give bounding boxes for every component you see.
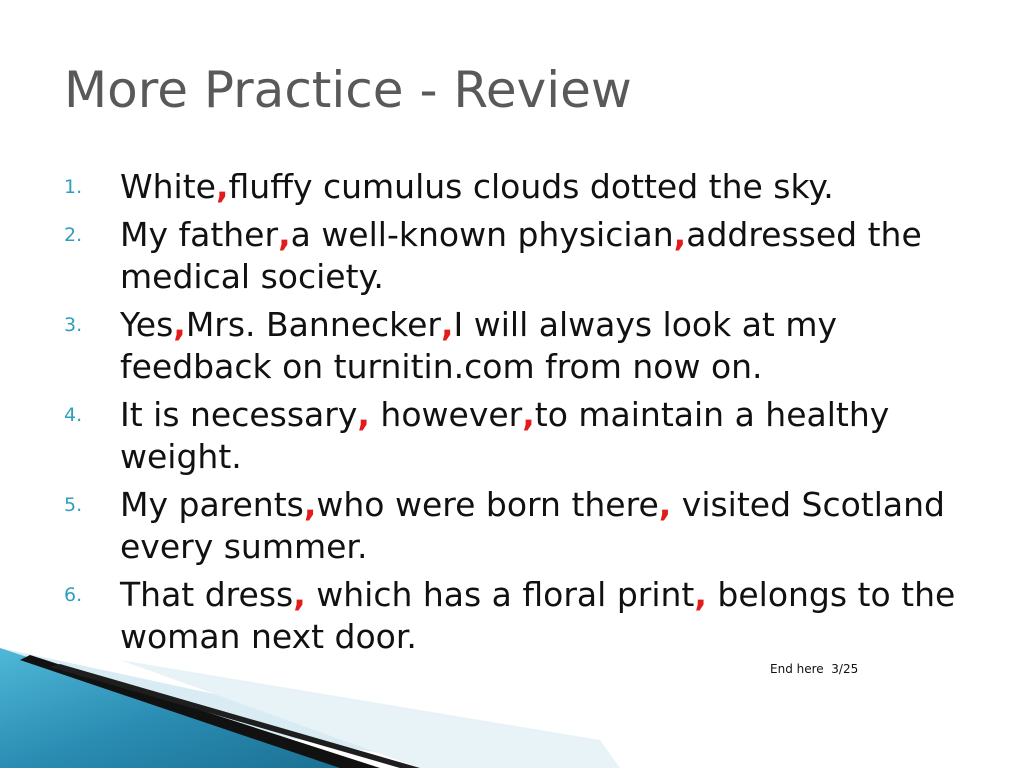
list-item-number: 5. <box>64 494 83 516</box>
sentence-fragment: visited Scotland every summer. <box>120 485 945 566</box>
sentence-fragment: which has a floral print <box>305 575 695 614</box>
list-item <box>0 166 1024 208</box>
inserted-comma: , <box>278 215 291 254</box>
list-item-number: 4. <box>64 404 83 426</box>
list-item-sentence <box>120 166 970 208</box>
list-item-number: 1. <box>64 176 83 198</box>
list-item-sentence <box>120 574 970 658</box>
footer-note: End here 3/25 <box>770 662 859 676</box>
inserted-comma: , <box>173 305 186 344</box>
sentence-fragment: a well-known physician <box>290 215 674 254</box>
sentence-fragment: White <box>120 167 216 206</box>
sentence-fragment: My father <box>120 215 279 254</box>
sentence-fragment: addressed the medical society. <box>120 215 922 296</box>
inserted-comma: , <box>293 575 306 614</box>
sentence-fragment: My parents <box>120 485 304 524</box>
list-item-sentence <box>120 304 970 388</box>
sentence-fragment: Yes <box>120 305 174 344</box>
inserted-comma: , <box>357 395 370 434</box>
list-item-number: 2. <box>64 224 83 246</box>
inserted-comma: , <box>694 575 707 614</box>
sentence-fragment: however <box>369 395 523 434</box>
list-item <box>0 484 1024 568</box>
inserted-comma: , <box>440 305 454 344</box>
list-item <box>0 574 1024 658</box>
inserted-comma: , <box>673 215 687 254</box>
inserted-comma: , <box>303 485 317 524</box>
list-item <box>0 304 1024 388</box>
sentence-fragment: belongs to the woman next door. <box>120 575 956 656</box>
list-item <box>0 214 1024 298</box>
inserted-comma: , <box>658 485 672 524</box>
slide-title: More Practice - Review <box>64 61 632 119</box>
sentence-fragment: I will always look at my feedback on turnitin.com from now on. <box>120 305 838 386</box>
inserted-comma: , <box>522 395 535 434</box>
list-item-sentence <box>120 394 970 478</box>
list-item <box>0 394 1024 478</box>
sentence-fragment: That dress <box>120 575 294 614</box>
list-item-number: 6. <box>64 584 83 606</box>
sentence-fragment: who were born there <box>316 485 659 524</box>
sentence-fragment: fluffy cumulus clouds dotted the sky. <box>228 167 834 206</box>
list-item-number: 3. <box>64 314 83 336</box>
sentence-fragment: It is necessary <box>120 395 358 434</box>
list-item-sentence <box>120 214 970 298</box>
inserted-comma: , <box>215 167 229 206</box>
sentence-fragment: to maintain a healthy weight. <box>120 395 890 476</box>
sentence-fragment: Mrs. Bannecker <box>185 305 441 344</box>
practice-list <box>0 166 1024 664</box>
list-item-sentence <box>120 484 970 568</box>
